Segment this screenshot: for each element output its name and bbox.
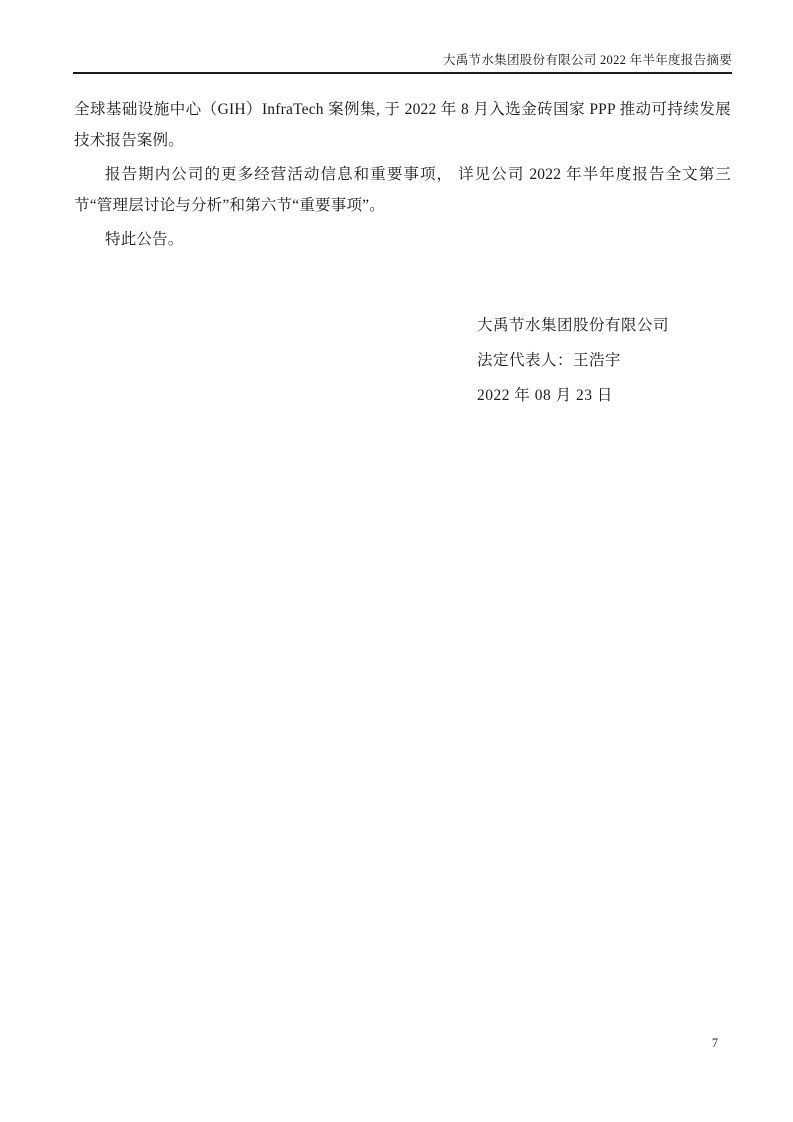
paragraph-report-reference: 报告期内公司的更多经营活动信息和重要事项， 详见公司 2022 年半年度报告全文第三节“管理层讨论与分析”和第六节“重要事项”。	[74, 166, 731, 214]
signature-legal-representative: 法定代表人：王浩宇	[477, 352, 622, 369]
page-number: 7	[711, 1036, 719, 1050]
signature-company: 大禹节水集团股份有限公司	[477, 317, 670, 334]
page-header	[73, 52, 732, 74]
signature-date: 2022 年 08 月 23 日	[477, 387, 613, 404]
signature-block	[477, 308, 669, 413]
paragraph-announcement: 特此公告。	[105, 231, 184, 248]
header-title: 大禹节水集团股份有限公司 2022 年半年度报告摘要	[442, 53, 732, 67]
paragraph-infratech: 全球基础设施中心（GIH）InfraTech 案例集, 于 2022 年 8 月入选金砖国家 PPP 推动可持续发展技术报告案例。	[74, 101, 731, 149]
document-body	[74, 94, 731, 258]
